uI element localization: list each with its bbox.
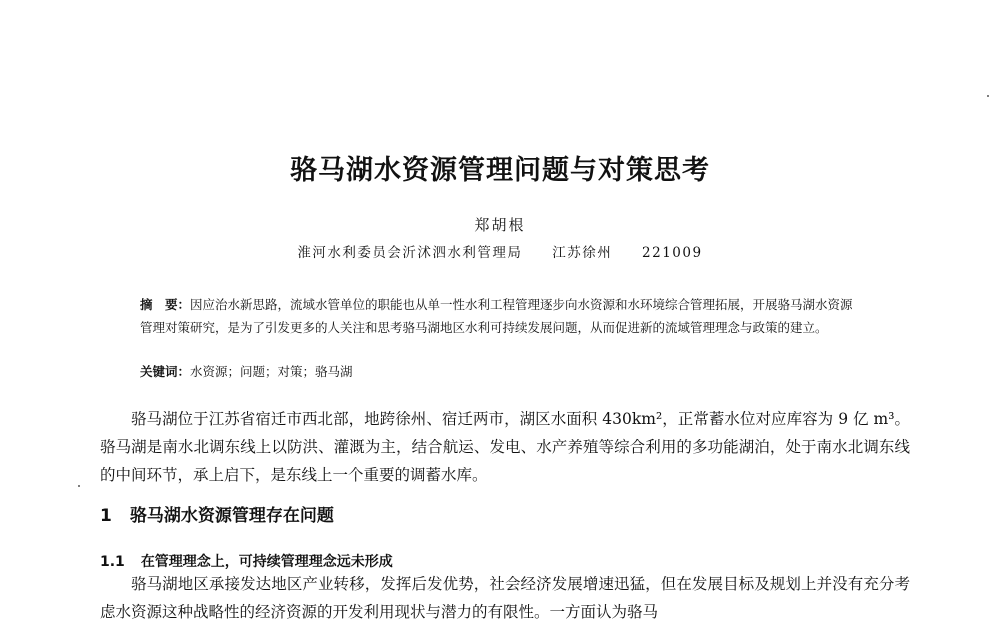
abstract-block xyxy=(140,293,865,339)
section-1-1-number: 1.1 xyxy=(100,554,125,570)
keywords-label: 关键词： xyxy=(140,364,191,379)
abstract-label: 摘 要： xyxy=(140,297,191,312)
section-1-1-paragraph: 骆马湖地区承接发达地区产业转移，发挥后发优势，社会经济发展增速迅猛，但在发展目标及规划上并没有充分考虑水资源这种战略性的经济资源的开发利用现状与潜力的有限性。一方面认为骆马 xyxy=(100,575,910,621)
scan-speck xyxy=(78,485,80,487)
abstract-text: 因应治水新思路，流域水管单位的职能也从单一性水利工程管理逐步向水资源和水环境综合管理拓展，开展骆马湖水资源管理对策研究，是为了引发更多的人关注和思考骆马湖地区水利可持续发展问题，从而促进新的流域管理理念与政策的建立。 xyxy=(140,297,853,335)
section-1-heading xyxy=(100,501,334,526)
author-affiliation xyxy=(0,241,1000,261)
section-1-number: 1 xyxy=(100,506,112,526)
affiliation-postcode: 221009 xyxy=(642,245,703,261)
affiliation-location: 江苏徐州 xyxy=(552,245,613,261)
scan-speck xyxy=(987,95,989,97)
section-1-title: 骆马湖水资源管理存在问题 xyxy=(129,506,334,526)
section-1-1-heading xyxy=(100,551,393,571)
paper-title: 骆马湖水资源管理问题与对策思考 xyxy=(290,155,710,186)
affiliation-org: 淮河水利委员会沂沭泗水利管理局 xyxy=(297,245,523,261)
keywords-block xyxy=(140,362,865,382)
intro-paragraph: 骆马湖位于江苏省宿迁市西北部，地跨徐州、宿迁两市，湖区水面积 430km²，正常蓄水位对应库容为 9 亿 m³。骆马湖是南水北调东线上以防洪、灌溉为主，结合航运、发电、水产养殖等综合利用的多功能湖泊，处于南水北调东线的中间环节，承上启下，是东线上一个重要的调蓄水库。 xyxy=(100,410,910,484)
keywords-text: 水资源；问题；对策；骆马湖 xyxy=(190,364,353,379)
section-1-1-title: 在管理理念上，可持续管理理念远未形成 xyxy=(140,554,393,570)
author-name: 郑胡根 xyxy=(474,216,526,234)
